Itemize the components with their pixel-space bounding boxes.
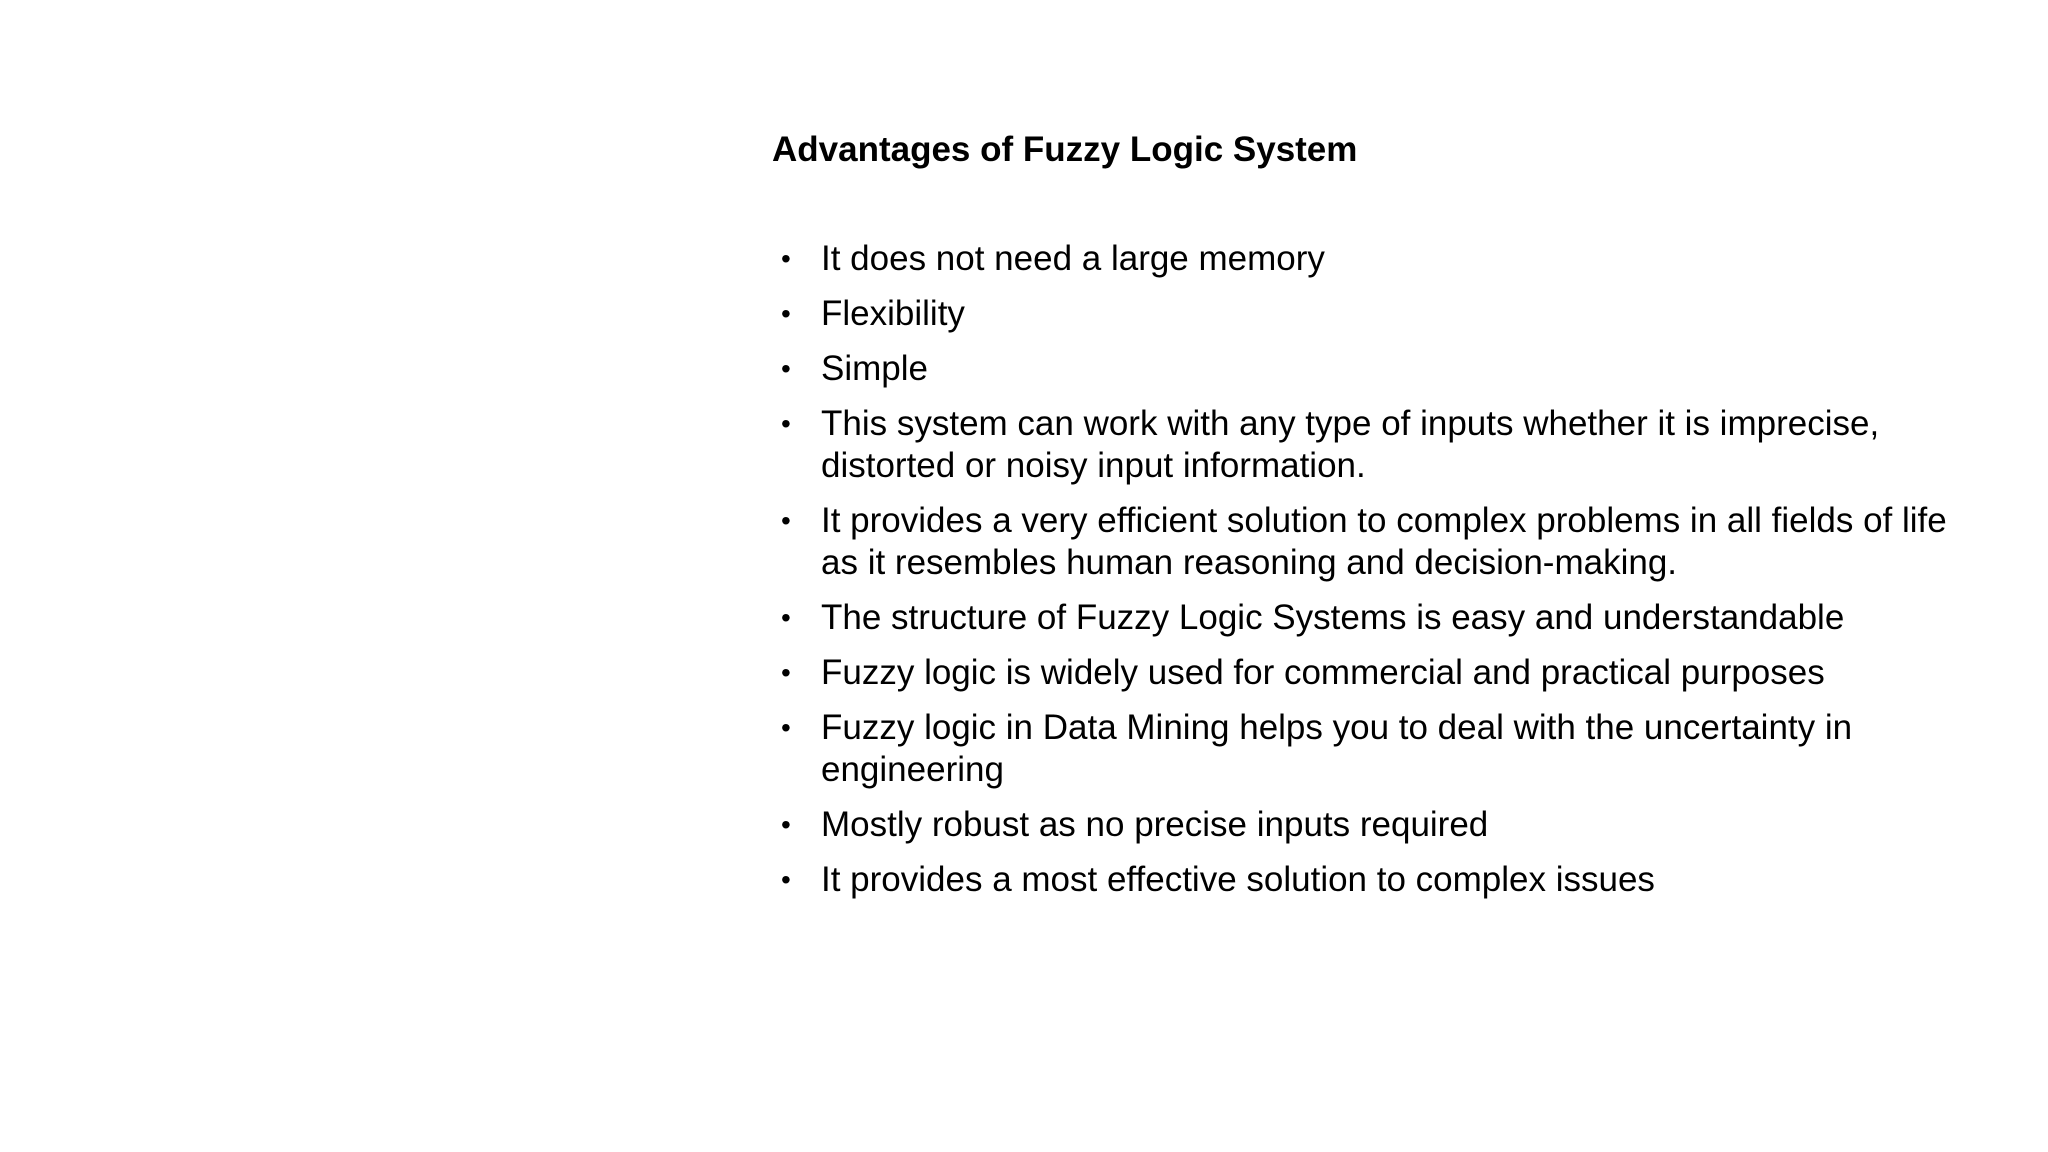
bullet-text: Flexibility xyxy=(821,294,965,333)
bullet-icon: • xyxy=(781,712,791,743)
bullet-text: Fuzzy logic is widely used for commercial and practical purposes xyxy=(821,653,1825,692)
list-item xyxy=(772,597,1982,639)
bullet-icon: • xyxy=(781,602,791,633)
list-item xyxy=(772,707,1982,791)
list-item xyxy=(772,403,1982,487)
list-item xyxy=(772,348,1982,390)
bullet-text: It provides a most effective solution to complex issues xyxy=(821,860,1655,899)
bullet-icon: • xyxy=(781,298,791,329)
bullet-icon: • xyxy=(781,505,791,536)
slide-title: Advantages of Fuzzy Logic System xyxy=(772,130,1358,169)
bullet-icon: • xyxy=(781,657,791,688)
bullet-text: Simple xyxy=(821,349,928,388)
bullet-text: It provides a very efficient solution to complex problems in all fields of life as it resembles human reasoning and decision-making. xyxy=(821,501,1947,582)
bullet-list xyxy=(772,238,1982,914)
bullet-icon: • xyxy=(781,864,791,895)
bullet-text: Fuzzy logic in Data Mining helps you to deal with the uncertainty in engineering xyxy=(821,708,1853,789)
list-item xyxy=(772,859,1982,901)
bullet-text: It does not need a large memory xyxy=(821,239,1325,278)
list-item xyxy=(772,652,1982,694)
bullet-icon: • xyxy=(781,809,791,840)
bullet-text: Mostly robust as no precise inputs required xyxy=(821,805,1489,844)
list-item xyxy=(772,238,1982,280)
bullet-icon: • xyxy=(781,408,791,439)
list-item xyxy=(772,500,1982,584)
bullet-text: This system can work with any type of inputs whether it is imprecise, distorted or noisy input information. xyxy=(821,404,1880,485)
bullet-icon: • xyxy=(781,243,791,274)
bullet-icon: • xyxy=(781,353,791,384)
list-item xyxy=(772,293,1982,335)
list-item xyxy=(772,804,1982,846)
bullet-text: The structure of Fuzzy Logic Systems is easy and understandable xyxy=(821,598,1845,637)
